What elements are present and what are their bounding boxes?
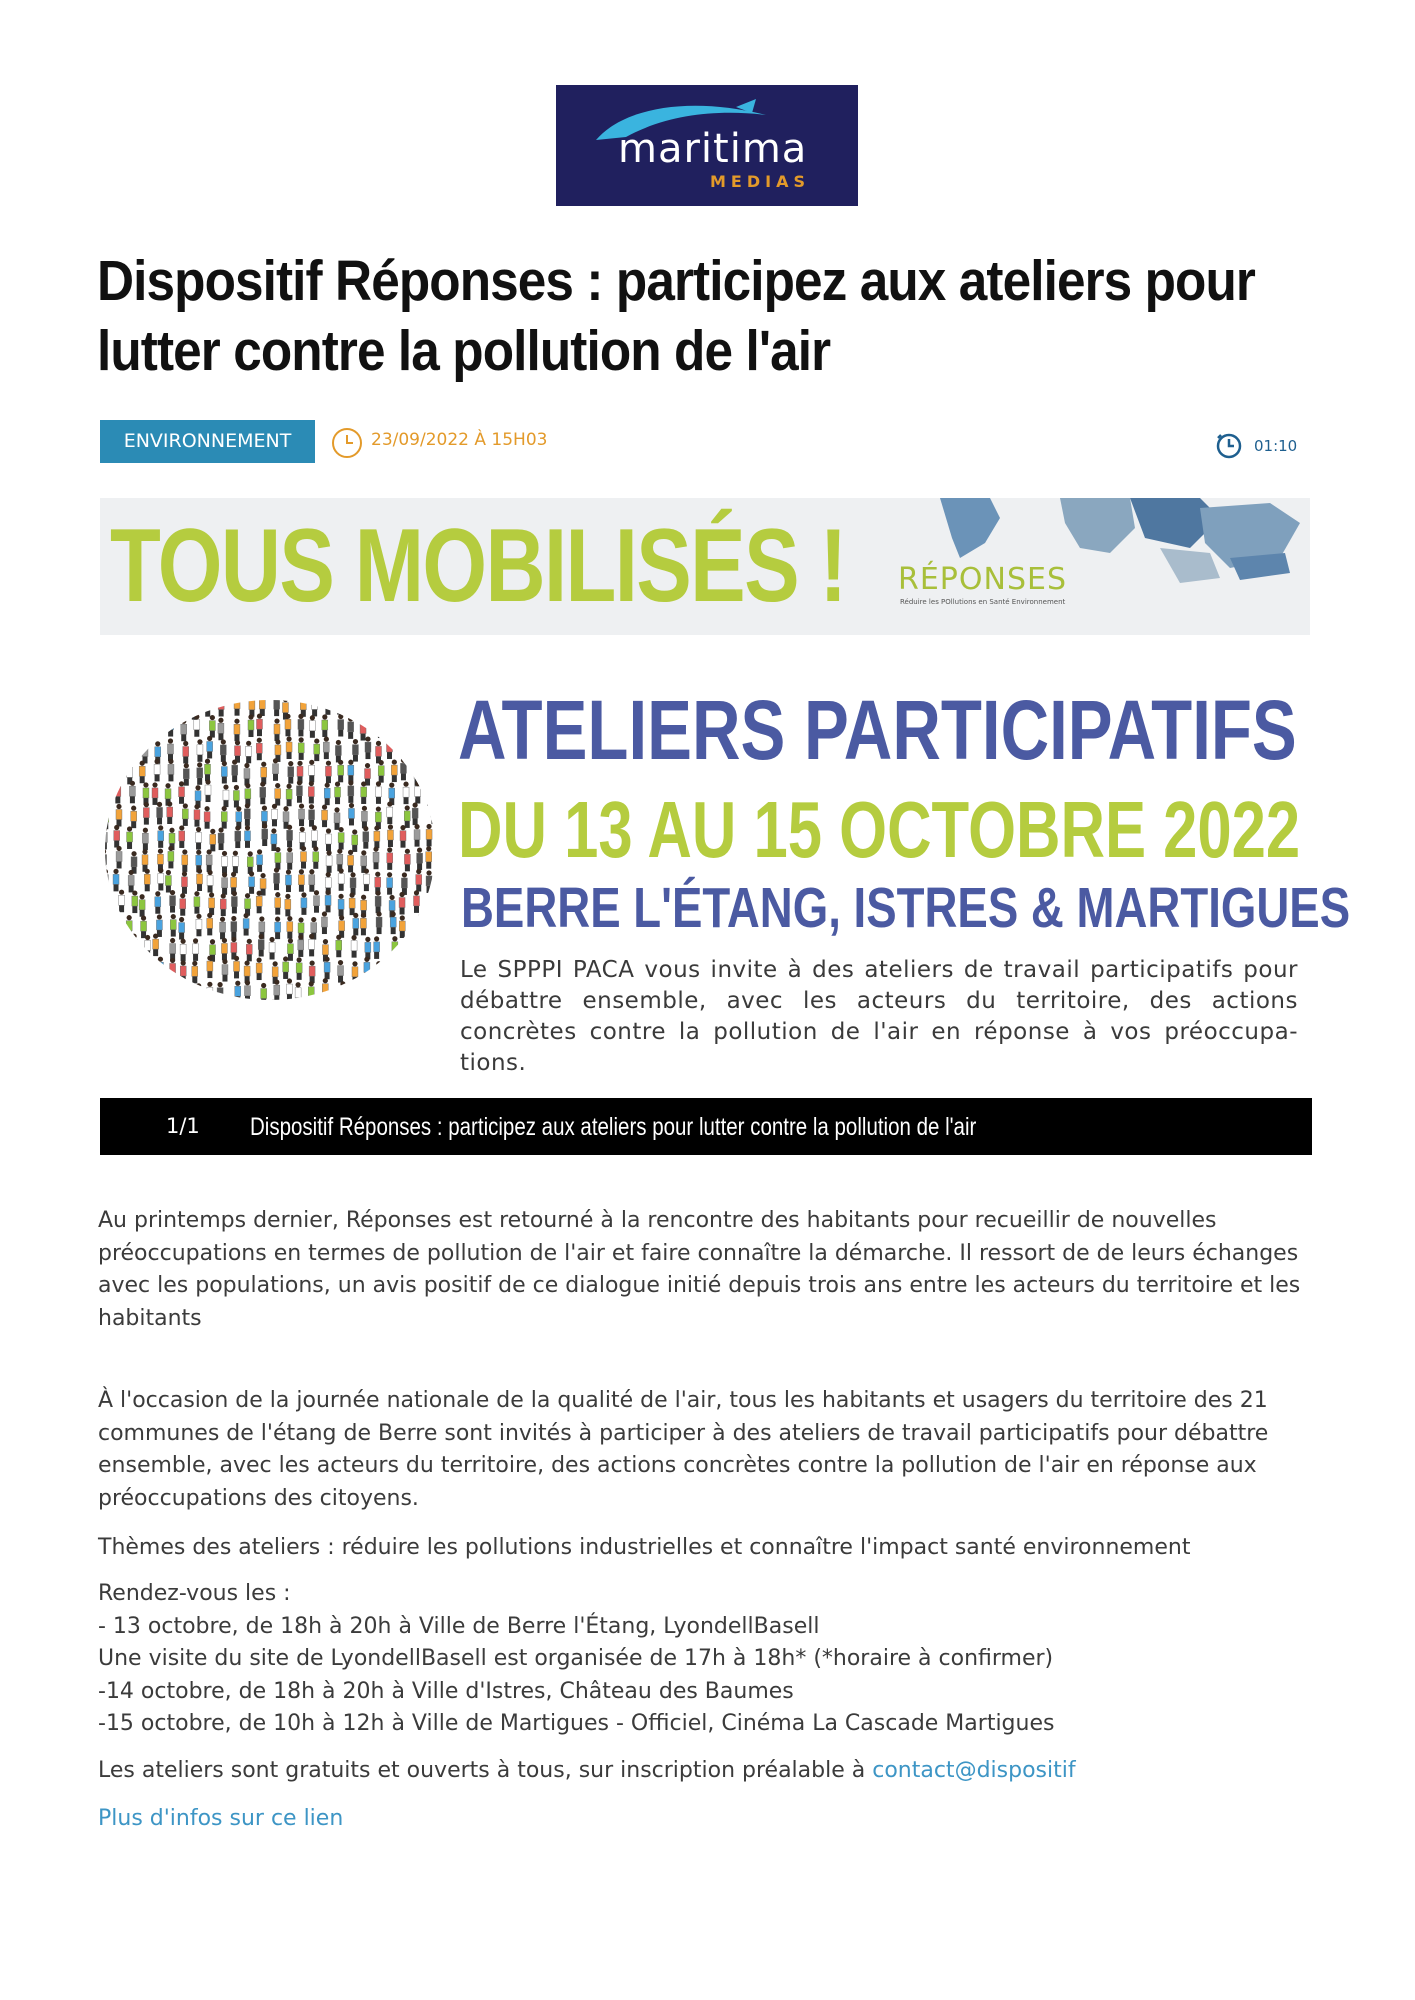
- rendezvous-item: -14 octobre, de 18h à 20h à Ville d'Istres, Château des Baumes: [98, 1678, 794, 1704]
- paragraph-more-info: [98, 1803, 1328, 1836]
- registration-text: Les ateliers sont gratuits et ouverts à tous, sur inscription préalable à: [98, 1758, 873, 1783]
- rendezvous-item: Une visite du site de LyondellBasell est organisée de 17h à 18h* (*horaire à confirmer): [98, 1646, 1054, 1671]
- paragraph-themes: Thèmes des ateliers : réduire les pollutions industrielles et connaître l'impact santé environnement: [98, 1535, 1191, 1560]
- poster-invite-text: Le SPPPI PACA vous invite à des ateliers de travail participatifs pour débattre ensemble, avec les acteurs du territoire, des actions concrètes contre la pollution de l'air en réponse à vos préoccupa-tions.: [460, 957, 1298, 1076]
- poster-places: BERRE L'ÉTANG, ISTRES & MARTIGUES: [461, 876, 1351, 940]
- site-logo[interactable]: [556, 85, 858, 206]
- image-caption: Dispositif Réponses : participez aux ateliers pour lutter contre la pollution de l'air: [250, 1113, 977, 1141]
- rendezvous-item: -15 octobre, de 10h à 12h à Ville de Martigues - Officiel, Cinéma La Cascade Martigues: [98, 1711, 1055, 1736]
- logo-wordmark: maritima: [618, 126, 808, 172]
- article-banner-image: [100, 498, 1310, 635]
- more-info-link[interactable]: Plus d'infos sur ce lien: [98, 1806, 344, 1831]
- category-badge[interactable]: ENVIRONNEMENT: [100, 420, 315, 463]
- rendezvous-list: [98, 1578, 1328, 1741]
- paragraph-occasion: À l'occasion de la journée nationale de la qualité de l'air, tous les habitants et usagers du territoire des 21 communes de l'étang de Berre sont invités à participer à des ateliers de travail participatifs pour débattre ensemble, avec les acteurs du territoire, des actions concrètes contre la pollution de l'air en réponse aux préoccupations des citoyens.: [98, 1388, 1269, 1511]
- banner-brand: RÉPONSES: [898, 562, 1067, 597]
- poster-title: ATELIERS PARTICIPATIFS: [458, 683, 1297, 777]
- banner-headline: TOUS MOBILISÉS !: [110, 508, 846, 624]
- reading-duration: 01:10: [1254, 437, 1298, 455]
- paragraph-registration: [98, 1755, 1328, 1788]
- image-caption-bar: [100, 1098, 1312, 1155]
- article-title: Dispositif Réponses : participez aux ateliers pour lutter contre la pollution de l'air: [97, 249, 1256, 383]
- poster-dates: DU 13 AU 15 OCTOBRE 2022: [458, 785, 1301, 874]
- publish-date: 23/09/2022 À 15H03: [371, 430, 548, 450]
- rendezvous-item: - 13 octobre, de 18h à 20h à Ville de Berre l'Étang, LyondellBasell: [98, 1613, 820, 1639]
- paragraph-intro: Au printemps dernier, Réponses est retourné à la rencontre des habitants pour recueillir de nouvelles préoccupations en termes de pollution de l'air et faire connaître la démarche. Il ressort de de leurs échanges avec les populations, un avis positif de ce dialogue initié depuis trois ans entre les acteurs du territoire et les habitants: [98, 1208, 1301, 1331]
- logo-subtitle: MEDIAS: [710, 172, 810, 191]
- crowd-illustration: [100, 690, 440, 1030]
- rendezvous-heading: Rendez-vous les :: [98, 1581, 291, 1606]
- reading-time-icon: [1215, 432, 1243, 460]
- image-counter: 1/1: [166, 1114, 200, 1138]
- banner-brand-subtitle: Réduire les POllutions en Santé Environnement: [900, 598, 1066, 606]
- contact-email-link[interactable]: contact@dispositif: [872, 1758, 1076, 1783]
- clock-icon: [331, 427, 363, 459]
